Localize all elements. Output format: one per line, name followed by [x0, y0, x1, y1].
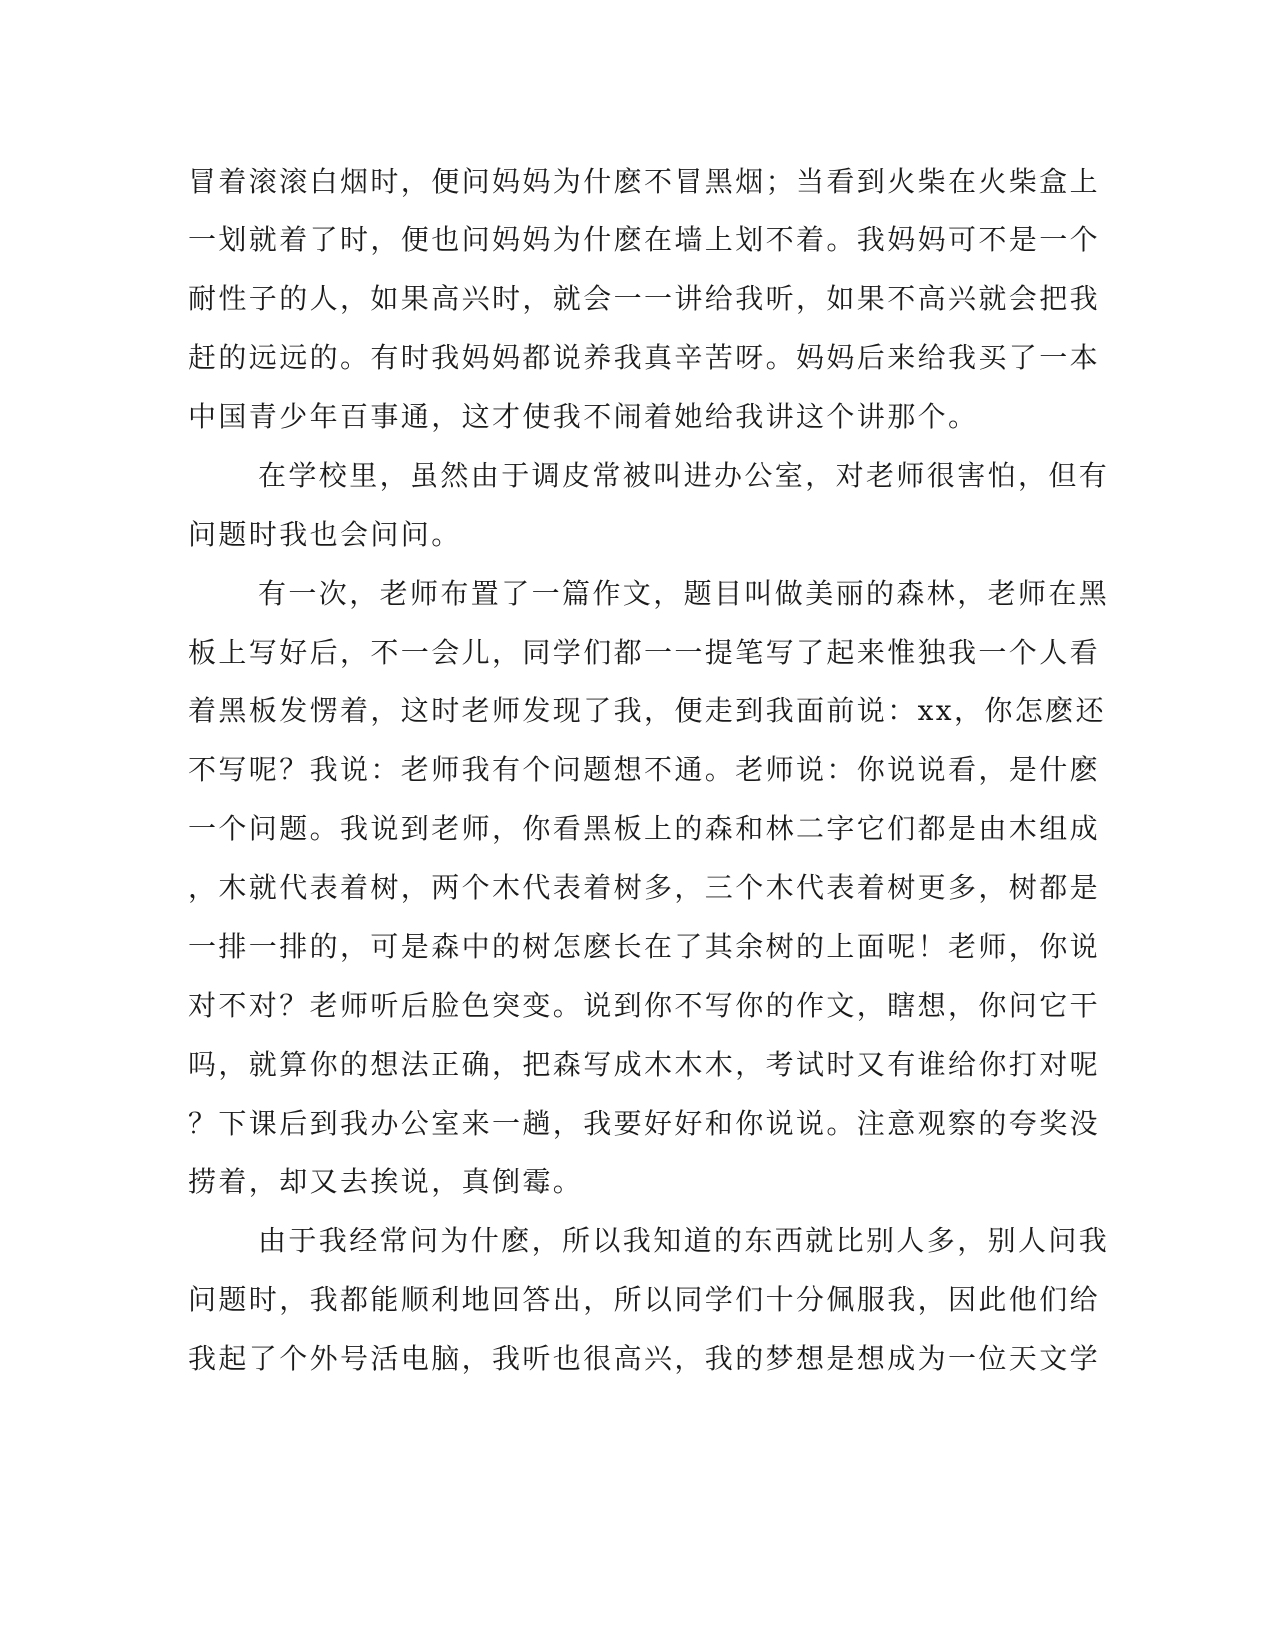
text-line: 冒着滚滚白烟时，便问妈妈为什麽不冒黑烟；当看到火柴在火柴盒上 [188, 165, 1101, 198]
text-line: ？下课后到我办公室来一趟，我要好好和你说说。注意观察的夸奖没 [188, 1107, 1101, 1140]
text-line: 一个问题。我说到老师，你看黑板上的森和林二字它们都是由木组成 [188, 812, 1101, 845]
text-line: 不写呢？我说：老师我有个问题想不通。老师说：你说说看，是什麽 [188, 753, 1101, 786]
text-line: 赶的远远的。有时我妈妈都说养我真辛苦呀。妈妈后来给我买了一本 [188, 341, 1101, 374]
text-line: 对不对？老师听后脸色突变。说到你不写你的作文，瞎想，你问它干 [188, 989, 1101, 1022]
text-line: 着黑板发愣着，这时老师发现了我，便走到我面前说：xx，你怎麽还 [188, 694, 1106, 727]
paragraph-first-line: 有一次，老师布置了一篇作文，题目叫做美丽的森林，老师在黑 [258, 577, 1110, 610]
text-line: 问题时我也会问问。 [188, 518, 462, 551]
text-line: 我起了个外号活电脑，我听也很高兴，我的梦想是想成为一位天文学 [188, 1342, 1101, 1375]
text-line: 板上写好后，不一会儿，同学们都一一提笔写了起来惟独我一个人看 [188, 636, 1101, 669]
paragraph-first-line: 在学校里，虽然由于调皮常被叫进办公室，对老师很害怕，但有 [258, 459, 1110, 492]
text-line: 一划就着了时，便也问妈妈为什麽在墙上划不着。我妈妈可不是一个 [188, 223, 1101, 256]
text-line: 捞着，却又去挨说，真倒霉。 [188, 1165, 584, 1198]
paragraph-first-line: 由于我经常问为什麽，所以我知道的东西就比别人多，别人问我 [258, 1224, 1110, 1257]
text-line: ，木就代表着树，两个木代表着树多，三个木代表着树更多，树都是 [188, 871, 1101, 904]
text-line: 吗，就算你的想法正确，把森写成木木木，考试时又有谁给你打对呢 [188, 1048, 1101, 1081]
text-line: 一排一排的，可是森中的树怎麽长在了其余树的上面呢！老师，你说 [188, 930, 1101, 963]
text-line: 耐性子的人，如果高兴时，就会一一讲给我听，如果不高兴就会把我 [188, 282, 1101, 315]
text-line: 中国青少年百事通，这才使我不闹着她给我讲这个讲那个。 [188, 400, 979, 433]
text-line: 问题时，我都能顺利地回答出，所以同学们十分佩服我，因此他们给 [188, 1283, 1101, 1316]
